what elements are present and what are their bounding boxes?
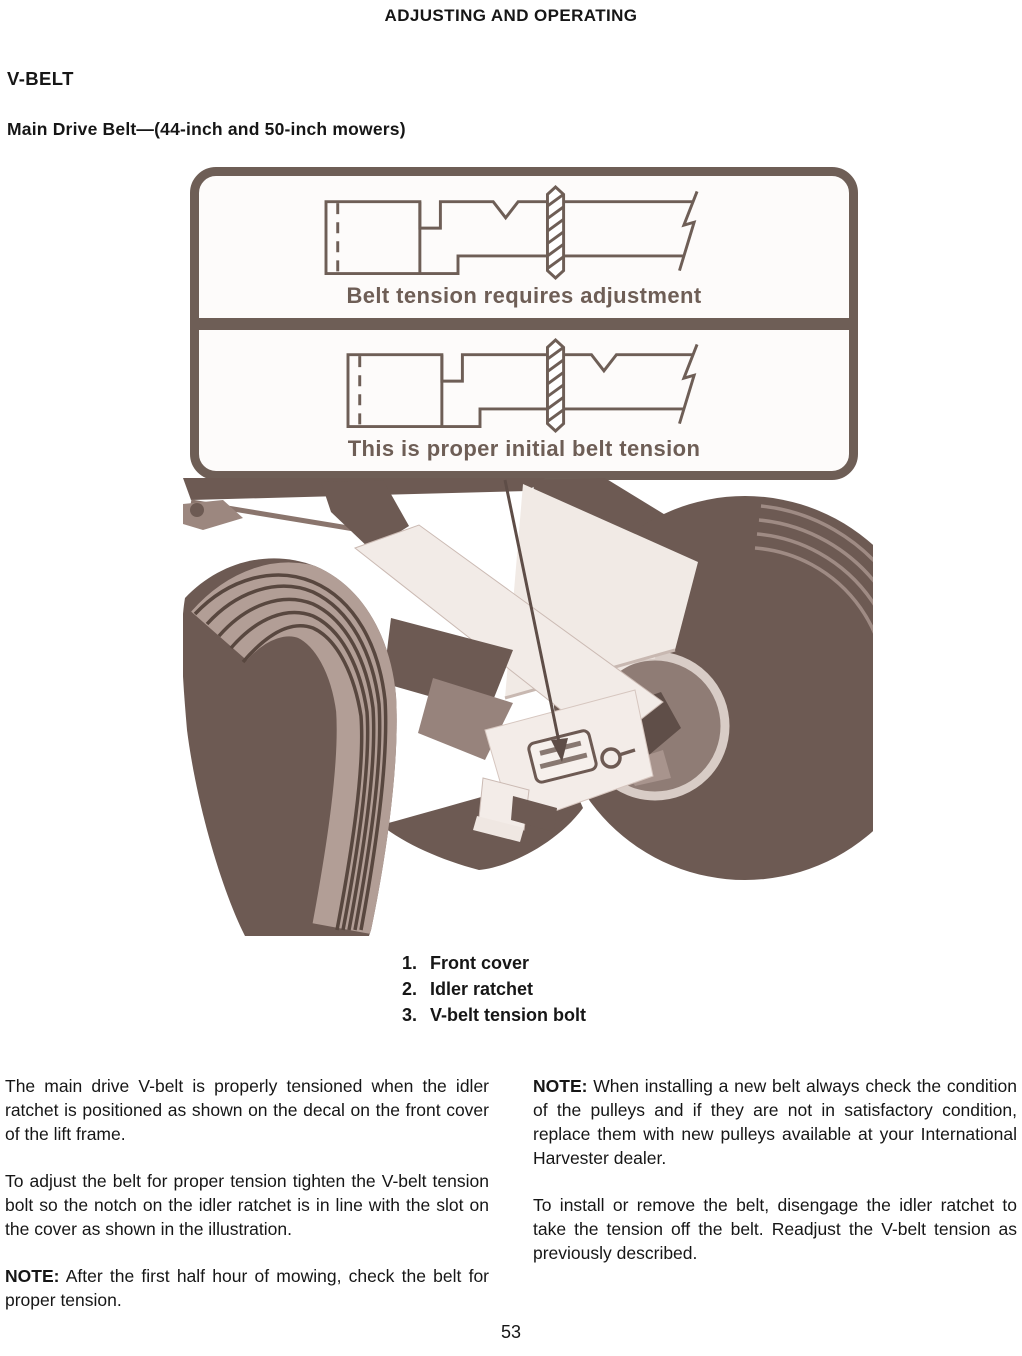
subsection-title: Main Drive Belt—(44-inch and 50-inch mowers) [7, 119, 406, 139]
callout-idler-ratchet [402, 976, 586, 1002]
figure-callouts [402, 950, 586, 1028]
callout-number: 2. [402, 979, 418, 999]
callout-tension-bolt [402, 1002, 586, 1028]
callout-label: Front cover [430, 953, 530, 973]
paragraph: To install or remove the belt, disengage the idler ratchet to take the tension off the belt. Readjust the V-belt tension as previously described. [533, 1195, 1017, 1263]
paragraph: The main drive V-belt is properly tensioned when the idler ratchet is positioned as shown on the decal on the front cover of the lift frame. [5, 1076, 489, 1144]
mower-photo-illustration [183, 478, 873, 943]
note-paragraph: NOTE: When installing a new belt always check the condition of the pulleys and if they are not in satisfactory condition, replace them with new pulleys available at your International Harvester dealer. [533, 1076, 1017, 1168]
body-column-left [5, 1074, 489, 1335]
running-header: ADJUSTING AND OPERATING [384, 6, 638, 25]
callout-number: 1. [402, 953, 418, 973]
page-number: 53 [500, 1322, 522, 1342]
decal-panel-adjustment [199, 176, 849, 318]
decal-divider [199, 318, 849, 330]
paragraph: To adjust the belt for proper tension tighten the V-belt tension bolt so the notch on the idler ratchet is in line with the slot on the cover as shown in the illustration. [5, 1171, 489, 1239]
note-label: NOTE: [5, 1266, 60, 1286]
decal-caption-adjustment: Belt tension requires adjustment [346, 282, 702, 308]
section-title: V-BELT [7, 68, 74, 89]
callout-label: Idler ratchet [430, 979, 534, 999]
belt-tension-decal [190, 167, 858, 480]
note-label: NOTE: [533, 1076, 588, 1096]
decal-caption-proper-tension: This is proper initial belt tension [347, 436, 701, 461]
decal-panel-proper-tension [199, 330, 849, 472]
note-paragraph: NOTE: After the first half hour of mowing, check the belt for proper tension. [5, 1266, 489, 1310]
callout-front-cover [402, 950, 586, 976]
mower-photo [183, 478, 873, 943]
body-column-right [533, 1074, 1017, 1288]
callout-label: V-belt tension bolt [430, 1005, 586, 1025]
ratchet-diagram-proper-tension-illustration [304, 337, 744, 434]
ratchet-diagram-needs-adjustment-illustration [304, 184, 744, 281]
callout-number: 3. [402, 1005, 418, 1025]
